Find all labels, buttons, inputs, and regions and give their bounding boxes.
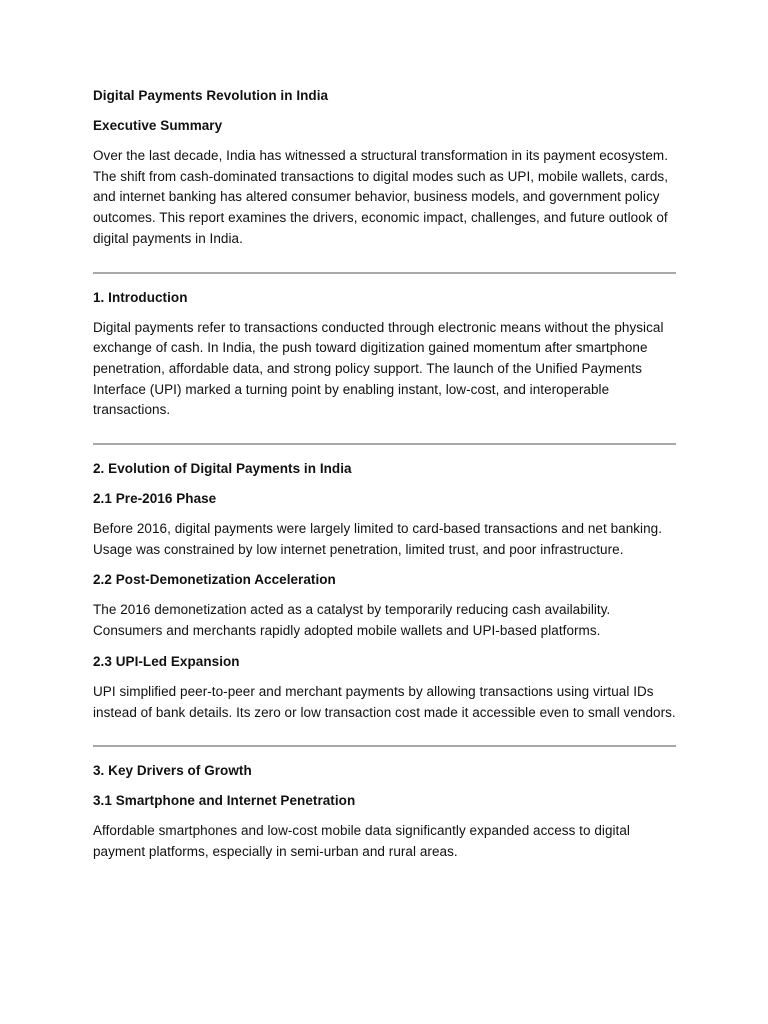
section-divider xyxy=(93,272,676,274)
executive-summary-paragraph: Over the last decade, India has witnessed a structural transformation in its payment ecosystem. The shift from cash-dominated transactions to digital modes such as UPI, mobile wallets, cards, and internet banking has altered consumer behavior, business models, and government policy outcomes. This report examines the drivers, economic impact, challenges, and future outlook of digital payments in India. xyxy=(93,148,669,246)
subsection-heading-post-demonetization: 2.2 Post-Demonetization Acceleration xyxy=(93,572,336,588)
section-heading-key-drivers: 3. Key Drivers of Growth xyxy=(93,763,252,779)
introduction-paragraph: Digital payments refer to transactions conducted through electronic means without the physical exchange of cash. In India, the push toward digitization gained momentum after smartphone penetration, affordable data, and strong policy support. The launch of the Unified Payments Interface (UPI) marked a turning point by enabling instant, low-cost, and interoperable transactions. xyxy=(93,319,664,418)
smartphone-internet-paragraph: Affordable smartphones and low-cost mobile data significantly expanded access to digital payment platforms, especially in semi-urban and rural areas. xyxy=(93,823,630,859)
post-demonetization-paragraph: The 2016 demonetization acted as a catalyst by temporarily reducing cash availability. Consumers and merchants rapidly adopted mobile wallets and UPI-based platforms. xyxy=(93,602,611,639)
subsection-heading-smartphone-internet: 3.1 Smartphone and Internet Penetration xyxy=(93,793,356,809)
section-heading-executive-summary: Executive Summary xyxy=(93,118,223,133)
section-heading-introduction: 1. Introduction xyxy=(93,289,188,305)
subsection-heading-upi-led-expansion: 2.3 UPI-Led Expansion xyxy=(93,653,240,669)
pre-2016-paragraph: Before 2016, digital payments were largely limited to card-based transactions and net banking. Usage was constrained by low internet penetration, limited trust, and poor infrastructure. xyxy=(93,521,663,557)
document-title: Digital Payments Revolution in India xyxy=(93,88,329,103)
subsection-heading-pre-2016: 2.1 Pre-2016 Phase xyxy=(93,491,217,507)
section-divider xyxy=(93,745,676,747)
section-heading-evolution: 2. Evolution of Digital Payments in India xyxy=(93,461,352,477)
document-page xyxy=(93,86,676,873)
upi-led-expansion-paragraph: UPI simplified peer-to-peer and merchant payments by allowing transactions using virtual IDs instead of bank details. Its zero or low transaction cost made it accessible even to small vendors. xyxy=(93,683,676,720)
section-divider xyxy=(93,443,676,445)
